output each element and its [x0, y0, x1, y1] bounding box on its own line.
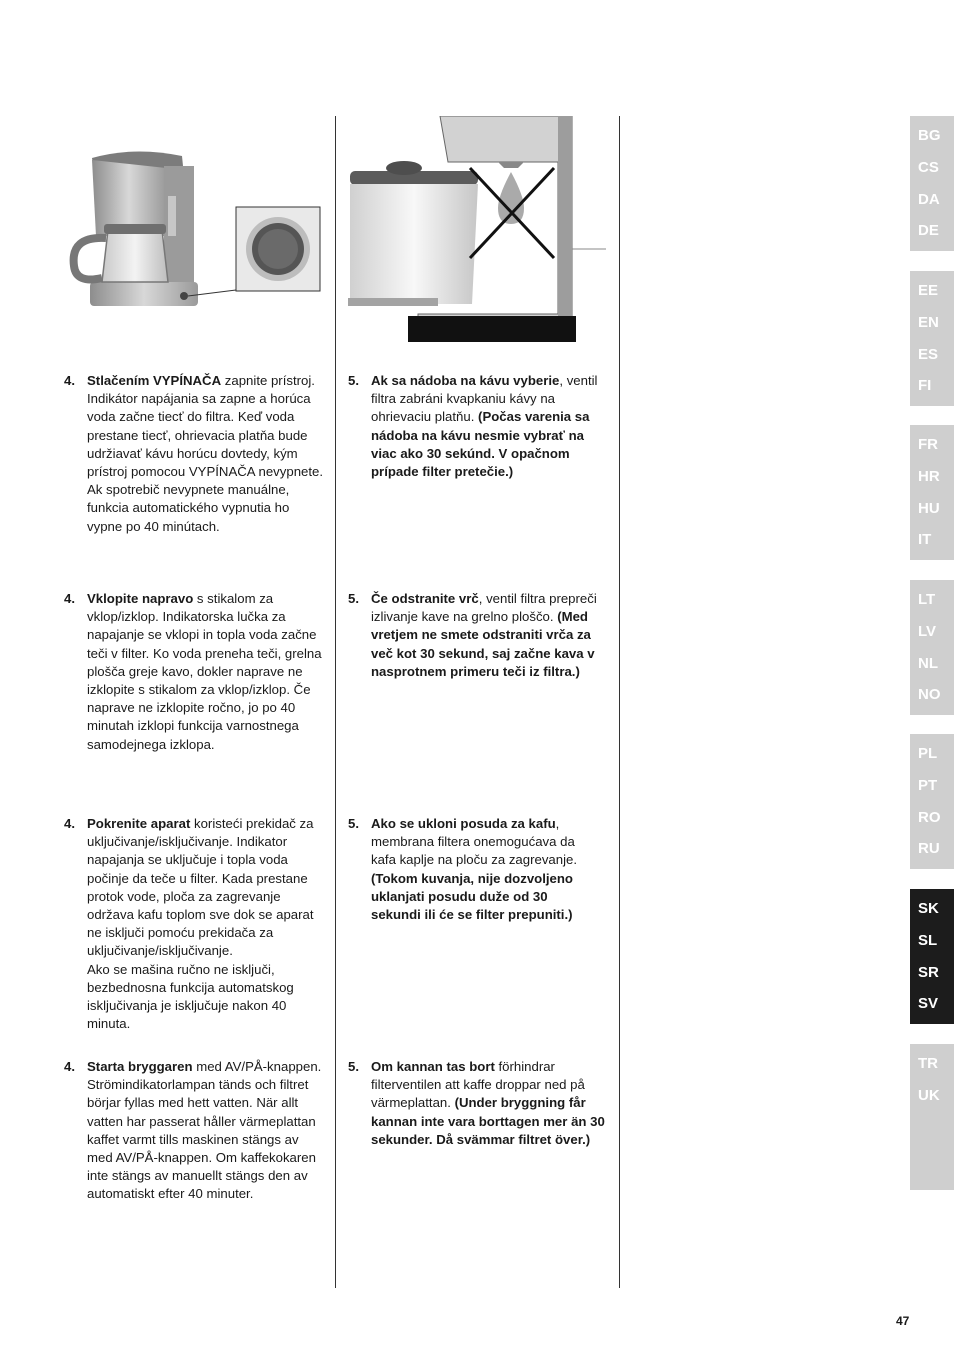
lang-tab-hu[interactable]: HU [918, 499, 940, 517]
step-warning-text: (Under bryggning får kannan inte vara borttagen mer än 30 sekunder. Då svämmar filtret över.) [371, 1095, 605, 1147]
language-group-2 [910, 271, 954, 406]
step-text: , membrana filtera onemogućava da kafa kaplje na ploču za zagrevanje. [371, 816, 578, 868]
step-number: 5. [348, 816, 359, 831]
step-number: 5. [348, 1059, 359, 1074]
language-group-5 [910, 734, 954, 869]
step-text: förhindrar filterventilen att kaffe droppar ned på värmeplattan. [371, 1059, 585, 1111]
step-bold-text: Vklopite napravo [87, 591, 194, 606]
lang-tab-cs[interactable]: CS [918, 158, 939, 176]
sk-step5 [348, 372, 604, 481]
sv-step4 [64, 1058, 322, 1204]
lang-tab-it[interactable]: IT [918, 531, 932, 549]
lang-tab-pt[interactable]: PT [918, 776, 938, 794]
step-number: 5. [348, 591, 359, 606]
sl-step5 [348, 590, 598, 681]
lang-tab-sr[interactable]: SR [918, 963, 939, 981]
step-number: 4. [64, 373, 75, 388]
step-bold-text: Ak sa nádoba na kávu vyberie [371, 373, 560, 388]
step-number: 4. [64, 591, 75, 606]
column-divider-left [335, 116, 336, 1288]
step-warning-text: (Tokom kuvanja, nije dozvoljeno uklanjati posudu duže od 30 sekundi ili će se filter prepuniti.) [371, 870, 573, 923]
step-text: s stikalom za vklop/izklop. Indikatorska lučka za napajanje se vklopi in topla voda začne teči v filter. Ko voda preneha teči, grelna plošča greje kavo, dokler naprave ne izklopite s stikalom za vklop/izklop. Če naprave ne izklopite ročno, jo po 40 minutah izklopi funkcija varnostnega samodejnega izklopa. [87, 591, 322, 752]
language-group-7 [910, 1044, 954, 1190]
lang-tab-no[interactable]: NO [918, 686, 941, 704]
step-bold-text: Starta bryggaren [87, 1059, 193, 1074]
coffee-maker-illustration [64, 146, 322, 324]
lang-tab-en[interactable]: EN [918, 313, 939, 331]
lang-tab-tr[interactable]: TR [918, 1055, 938, 1072]
step-text: zapnite prístroj. Indikátor napájania sa zapne a horúca voda začne tiecť do filtra. Keď voda prestane tiecť, ohrievacia platňa bude udržiavať kávu horúcu dovtedy, kým prístroj pomocou VYPÍNAČA nevypnete. Ak spotrebič nevypnete manuálne, funkcia automatického vypnutia ho vypne po 40 minútach. [87, 373, 324, 534]
step-bold-text: Om kannan tas bort [371, 1059, 495, 1074]
lang-tab-sl[interactable]: SL [918, 931, 938, 949]
page-number: 47 [896, 1314, 910, 1328]
lang-tab-da[interactable]: DA [918, 190, 940, 208]
lang-tab-hr[interactable]: HR [918, 467, 940, 485]
language-group-4 [910, 580, 954, 715]
sl-step4 [64, 590, 322, 754]
language-group-3 [910, 425, 954, 560]
step-text: , ventil filtra prepreči izlivanje kave na grelno ploščo. [371, 591, 597, 625]
lang-tab-bg[interactable]: BG [918, 127, 941, 144]
step-text: med AV/PÅ-knappen. Strömindikatorlampan tänds och filtret börjar fyllas med hett vatten. När allt vatten har passerat håller värmeplattan kaffet varmt tills maskinen stängs av med AV/PÅ-knappen. Om kaffekokaren inte stängs av manuellt stängs den av automatiskt efter 40 minuter. [87, 1059, 322, 1202]
step-bold-text: Stlačením VYPÍNAČA [87, 373, 222, 388]
step-text: , ventil filtra zabráni kvapkaniu kávy na ohrievaciu platňu. [371, 373, 598, 425]
step-warning-text: (Počas varenia sa nádoba na kávu nesmie vybrať na viac ako 30 sekúnd. V opačnom prípade filter pretečie.) [371, 409, 590, 480]
lang-tab-ro[interactable]: RO [918, 808, 941, 826]
sr-step4 [64, 815, 324, 1033]
lang-tab-sk[interactable]: SK [918, 900, 939, 917]
sv-step5 [348, 1058, 606, 1149]
lang-tab-es[interactable]: ES [918, 345, 939, 363]
step-number: 5. [348, 373, 359, 388]
language-group-6-active [910, 889, 954, 1024]
step-number: 4. [64, 1059, 75, 1074]
filter-valve-illustration [348, 116, 606, 342]
step-text: koristeći prekidač za uključivanje/isključivanje. Indikator napajanja se uključuje i topla voda počinje da teče u filter. Kada prestane protok vode, ploča za zagrevanje održava kafu toplom sve dok se aparat ne isključi pomoću prekidača za uključivanje/isključivanje. [87, 816, 314, 959]
lang-tab-pl[interactable]: PL [918, 745, 938, 762]
sr-step5 [348, 815, 594, 924]
lang-tab-lt[interactable]: LT [918, 591, 936, 608]
lang-tab-fi[interactable]: FI [918, 377, 932, 395]
step-bold-text: Če odstranite vrč [371, 591, 479, 606]
lang-tab-nl[interactable]: NL [918, 654, 938, 672]
lang-tab-fr[interactable]: FR [918, 436, 938, 453]
column-divider-right [619, 116, 620, 1288]
lang-tab-ru[interactable]: RU [918, 840, 940, 858]
step-bold-text: Ako se ukloni posuda za kafu [371, 816, 556, 831]
step-bold-text: Pokrenite aparat [87, 816, 191, 831]
lang-tab-uk[interactable]: UK [918, 1086, 940, 1104]
sk-step4 [64, 372, 326, 536]
step-warning-text: (Med vretjem ne smete odstraniti vrča za več kot 30 sekund, saj začne kava v nasprotnem primeru teči iz filtra.) [371, 609, 595, 679]
step-text-continued: Ako se mašina ručno ne isključi, bezbednosna funkcija automatskog isključivanja je isključuje nakon 40 minuta. [87, 961, 294, 1032]
lang-tab-de[interactable]: DE [918, 222, 939, 240]
lang-tab-lv[interactable]: LV [918, 622, 937, 640]
step-number: 4. [64, 816, 75, 831]
lang-tab-sv[interactable]: SV [918, 995, 939, 1013]
lang-tab-ee[interactable]: EE [918, 282, 939, 299]
language-group-1 [910, 116, 954, 251]
